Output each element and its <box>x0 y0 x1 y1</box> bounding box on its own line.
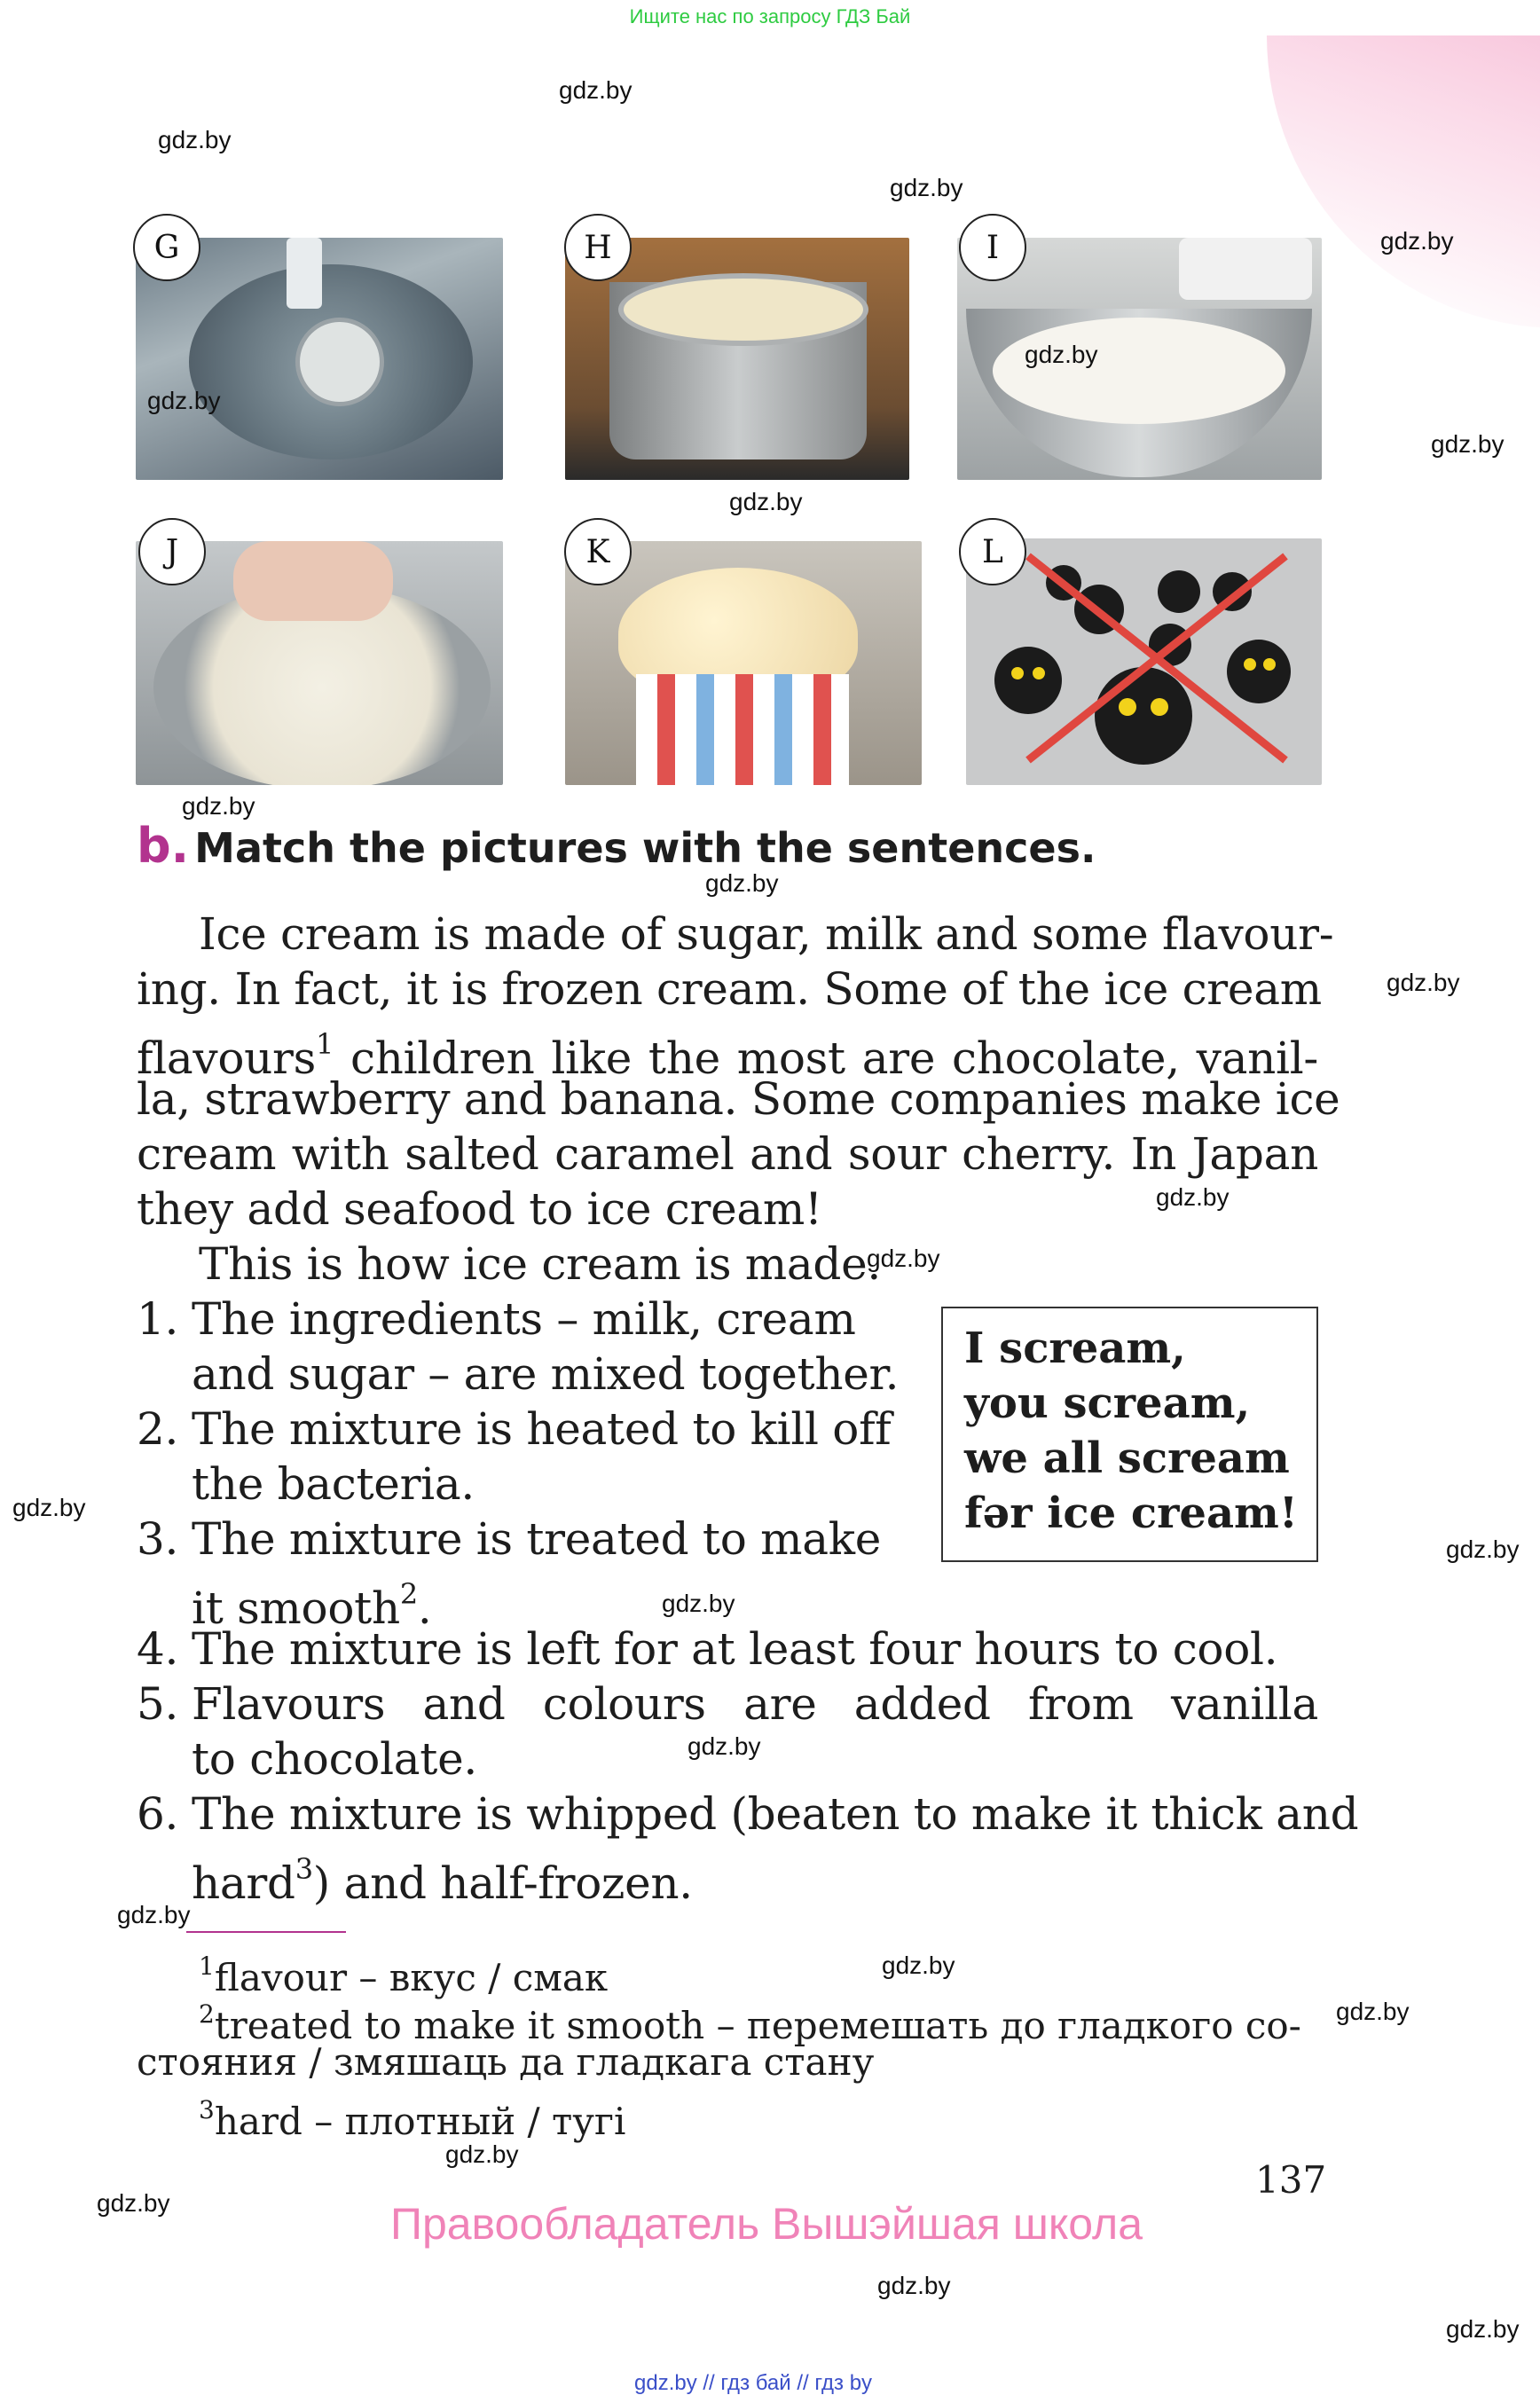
watermark: gdz.by <box>445 2140 519 2168</box>
task-letter: b. <box>137 818 190 874</box>
footnote-rule <box>186 1931 346 1933</box>
watermark: gdz.by <box>882 1951 955 1979</box>
watermark: gdz.by <box>117 1901 191 1928</box>
text-line: ing. In fact, it is frozen cream. Some of the ice cream <box>137 963 1322 1015</box>
task-heading <box>137 818 1096 874</box>
step-6-cont: hard$^3$) and half-frozen. <box>192 1852 693 1909</box>
watermark: gdz.by <box>688 1732 761 1760</box>
task-title: Match the pictures with the sentences. <box>194 824 1096 872</box>
page-number: 137 <box>1255 2158 1327 2202</box>
watermark: gdz.by <box>729 488 803 515</box>
footnote-2-cont: стояния / змяшаць да гладкага стану <box>137 2040 875 2084</box>
picture-h-badge: H <box>564 214 632 281</box>
watermark: gdz.by <box>1156 1183 1230 1211</box>
text-line: flavours$^1$ children like the most are chocolate, vanil- <box>137 1027 1318 1084</box>
watermark: gdz.by <box>1431 430 1505 458</box>
copyright-notice: Правообладатель Вышэйшая школа <box>390 2199 1143 2249</box>
poem-line: you scream, <box>964 1378 1251 1428</box>
picture-g-badge: G <box>133 214 200 281</box>
step-3-cont: it smooth$^2$. <box>192 1577 432 1634</box>
picture-k-badge: K <box>564 518 632 585</box>
text-line: la, strawberry and banana. Some companies make ice <box>137 1073 1340 1125</box>
step-5-cont: to chocolate. <box>192 1733 477 1785</box>
poem-line: we all scream <box>964 1433 1290 1483</box>
watermark: gdz.by <box>1025 341 1098 368</box>
step-1: 1. The ingredients – milk, cream <box>137 1293 856 1345</box>
footnote-2: $^2$treated to make it smooth – перемешать до гладкого со- <box>199 1999 1301 2047</box>
watermark: gdz.by <box>867 1245 940 1272</box>
watermark: gdz.by <box>1446 2315 1520 2343</box>
poem-line: I scream, <box>964 1323 1186 1373</box>
watermark: gdz.by <box>662 1590 735 1617</box>
step-6: 6. The mixture is whipped (beaten to make it thick and <box>137 1788 1359 1840</box>
text-line: Ice cream is made of sugar, milk and some flavour- <box>199 908 1334 960</box>
watermark: gdz.by <box>1387 969 1460 996</box>
bottom-links[interactable]: gdz.by // гдз бай // гдз by <box>634 2371 873 2395</box>
watermark: gdz.by <box>1336 1998 1410 2025</box>
text-line: This is how ice cream is made. <box>199 1238 881 1290</box>
text-line: cream with salted caramel and sour cherry. In Japan <box>137 1128 1318 1180</box>
step-5: 5. Flavours and colours are added from vanilla <box>137 1678 1318 1730</box>
watermark: gdz.by <box>877 2272 951 2299</box>
step-3: 3. The mixture is treated to make <box>137 1513 882 1565</box>
poem-box <box>941 1307 1318 1562</box>
step-4: 4. The mixture is left for at least four hours to cool. <box>137 1623 1278 1675</box>
poem-line: fər ice cream! <box>964 1488 1298 1538</box>
step-1-cont: and sugar – are mixed together. <box>192 1348 900 1400</box>
watermark: gdz.by <box>1446 1535 1520 1563</box>
watermark: gdz.by <box>1380 227 1454 255</box>
step-2: 2. The mixture is heated to kill off <box>137 1403 892 1455</box>
watermark: gdz.by <box>97 2189 170 2217</box>
picture-i-badge: I <box>959 214 1026 281</box>
watermark: gdz.by <box>158 126 232 153</box>
watermark: gdz.by <box>559 76 632 104</box>
text-line: they add seafood to ice cream! <box>137 1183 822 1235</box>
top-banner[interactable]: Ищите нас по запросу ГДЗ Бай <box>629 5 911 27</box>
picture-j-badge: J <box>138 518 206 585</box>
watermark: gdz.by <box>890 174 963 201</box>
watermark: gdz.by <box>147 387 221 414</box>
step-2-cont: the bacteria. <box>192 1458 475 1510</box>
watermark: gdz.by <box>182 792 255 820</box>
footnote-1: $^1$flavour – вкус / смак <box>199 1951 609 1999</box>
picture-l-badge: L <box>959 518 1026 585</box>
picture-l <box>966 538 1322 785</box>
footnote-3: $^3$hard – плотный / тугі <box>199 2095 626 2143</box>
bacteria-crossed-icon <box>966 538 1322 785</box>
picture-g <box>136 238 503 480</box>
watermark: gdz.by <box>12 1494 86 1521</box>
watermark: gdz.by <box>705 869 779 897</box>
